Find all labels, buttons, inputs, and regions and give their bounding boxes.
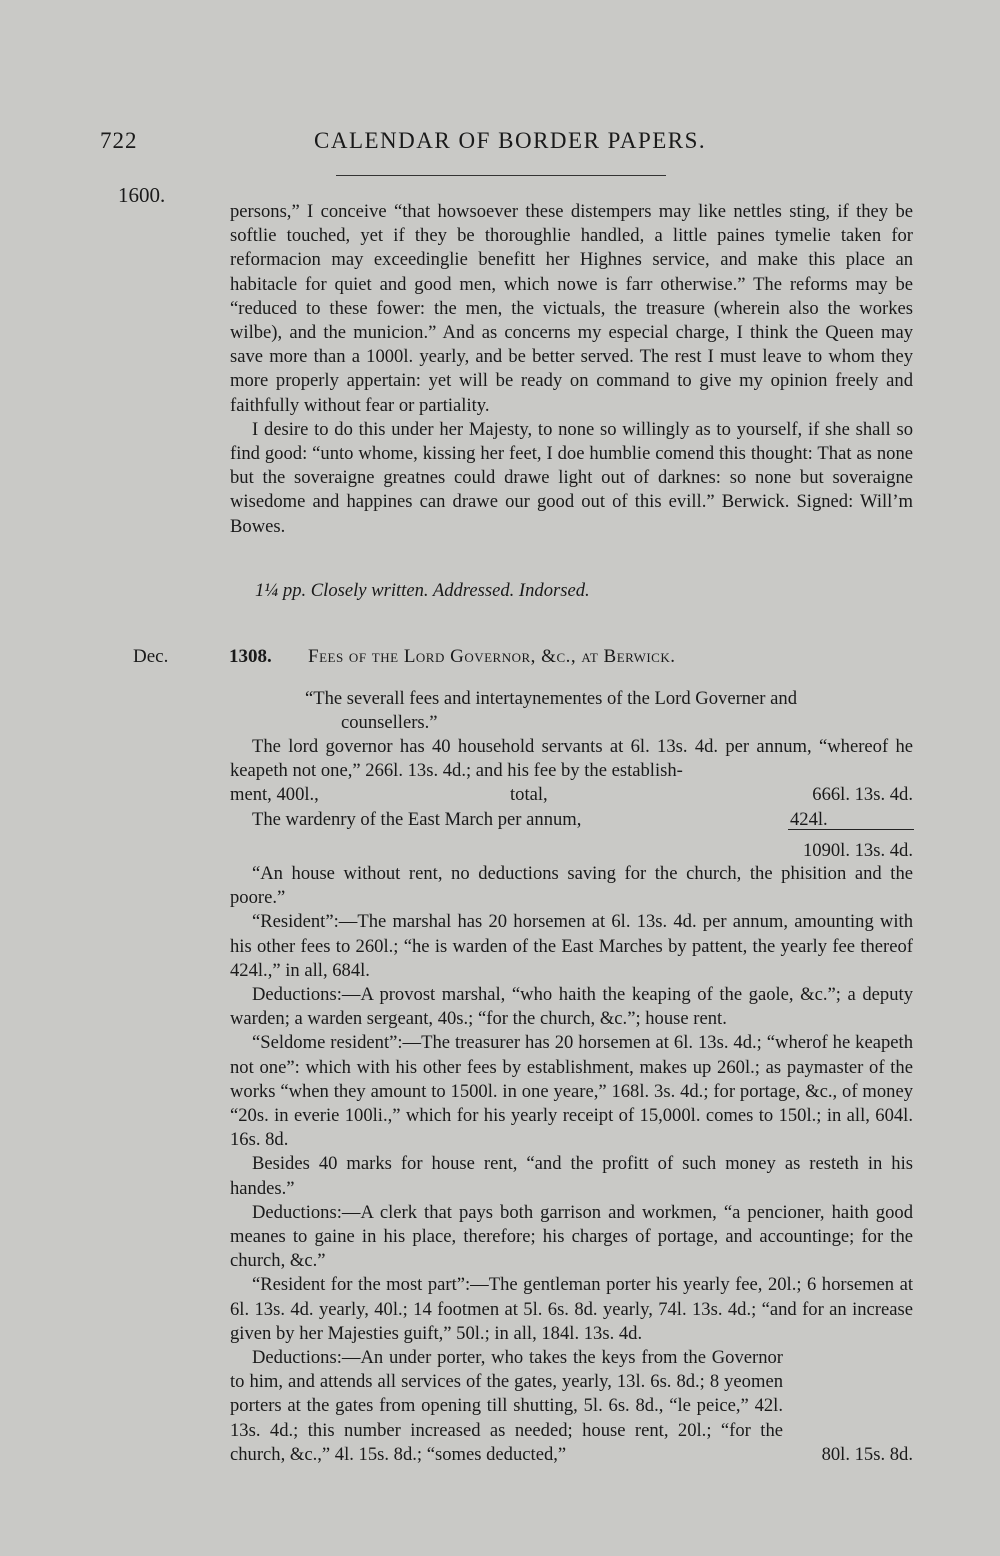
row-label: ment, 400l.,: [230, 784, 319, 806]
paragraph: The lord governor has 40 household servants at 6l. 13s. 4d. per annum, “whereof he keapeth not one,” 266l. 13s. 4d.; and his fee by the establish-: [230, 736, 913, 782]
document-note: 1¼ pp. Closely written. Addressed. Indorsed.: [255, 580, 590, 601]
paragraph: Deductions:—A provost marshal, “who haith the keaping of the gaole, &c.”; a deputy warden; a warden sergeant, 40s.; “for the church, &c.”; house rent.: [230, 984, 913, 1030]
paragraph: “Resident”:—The marshal has 20 horsemen at 6l. 13s. 4d. per annum, amounting with his other fees to 260l.; “he is warden of the East Marches by pattent, the yearly fee thereof 424l.,” in all, 684l.: [230, 911, 913, 981]
entry-month: Dec.: [133, 646, 169, 667]
paragraph: I desire to do this under her Majesty, to none so willingly as to yourself, if she shall so find good: “unto whome, kissing her feet, I doe humblie comend this thought: That as none but the soveraigne greatnes could drawe light out of darknes: so none but soveraigne wisedome and happines can drawe our good out of this evill.” Berwick. Signed: Will’m Bowes.: [230, 418, 913, 537]
entry-quote: [305, 687, 913, 735]
final-paragraph: [230, 1346, 913, 1467]
year-marker: 1600.: [118, 183, 166, 207]
account-row: [230, 783, 913, 807]
paragraph: “An house without rent, no deductions saving for the church, the phisition and the poore.”: [230, 863, 913, 909]
continuation-text: [230, 200, 913, 539]
governor-section: [230, 735, 913, 832]
row-amount: 424l.: [790, 808, 828, 830]
sum-rule: [788, 829, 914, 830]
running-header: [96, 128, 916, 160]
paragraph: Deductions:—An under porter, who takes the keys from the Governor to him, and attends all services of the gates, yearly, 13l. 6s. 8d.; 8 yeomen porters at the gates from opening till shutting, 5l. 6s. 8d., “le peice,” 42l. 13s. 4d.; this number increased as needed; house rent, 20l.; “for the church, &c.,” 4l. 15s. 8d.; “somes deducted,”: [230, 1347, 783, 1465]
running-title: CALENDAR OF BORDER PAPERS.: [314, 128, 707, 153]
row-label: The wardenry of the East March per annum,: [252, 808, 582, 830]
entry-number: 1308.: [229, 646, 272, 667]
paragraph: Besides 40 marks for house rent, “and the profitt of such money as resteth in his handes.”: [230, 1153, 913, 1199]
quote-line: counsellers.”: [341, 712, 438, 733]
row-amount: 666l. 13s. 4d.: [812, 784, 913, 806]
paragraph: persons,” I conceive “that howsoever these distempers may like nettles sting, if they be softlie touched, yet if they be thoroughlie handled, a little paines tymelie taken for reformacion may exceedinglie benefitt her Highnes service, and make this place an habitacle for quiet and good men, which nowe is farr otherwise.” The reforms may be “reduced to these fower: the men, the victuals, the treasure (wherein also the workes wilbe), and the municion.” And as concerns my especial charge, I think the Queen may save more than a 1000l. yearly, and be better served. The rest I must leave to whom they more properly appertain: yet will be ready on command to give my opinion freely and faithfully without fear or partiality.: [230, 201, 913, 416]
page-number: 722: [100, 128, 138, 153]
paragraph: Deductions:—A clerk that pays both garrison and workmen, “a pencioner, haith good meanes to gaine in his place, therefore; his charges of portage, and accountinge; for the church, &c.”: [230, 1201, 913, 1272]
main-text: [230, 862, 913, 1467]
paragraph: “Seldome resident”:—The treasurer has 20 horsemen at 6l. 13s. 4d.; “wherof he keapeth not one”: which with his other fees by establishment, makes up 260l.; as paymaster of the works “when they amount to 1500l. in one yeare,” 168l. 3s. 4d.; for portage, &c., of money “20s. in everie 100li.,” which for his yearly receipt of 15,000l. comes to 150l.; in all, 604l. 16s. 8d.: [230, 1032, 913, 1151]
sum-total: 1090l. 13s. 4d.: [802, 840, 913, 861]
entry-title: Fees of the Lord Governor, &c., at Berwick.: [308, 646, 676, 667]
row-total-label: total,: [510, 784, 548, 806]
quote-line: “The severall fees and intertaynementes of the Lord Governer and: [305, 688, 797, 709]
final-amount: 80l. 15s. 8d.: [821, 1443, 913, 1465]
header-rule: [336, 175, 666, 176]
paragraph: “Resident for the most part”:—The gentleman porter his yearly fee, 20l.; 6 horsemen at 6l. 13s. 4d. yearly, 40l.; 14 footmen at 5l. 6s. 8d. yearly, 74l. 13s. 4d.; “and for an increase given by her Majesties guift,” 50l.; in all, 184l. 13s. 4d.: [230, 1274, 913, 1344]
